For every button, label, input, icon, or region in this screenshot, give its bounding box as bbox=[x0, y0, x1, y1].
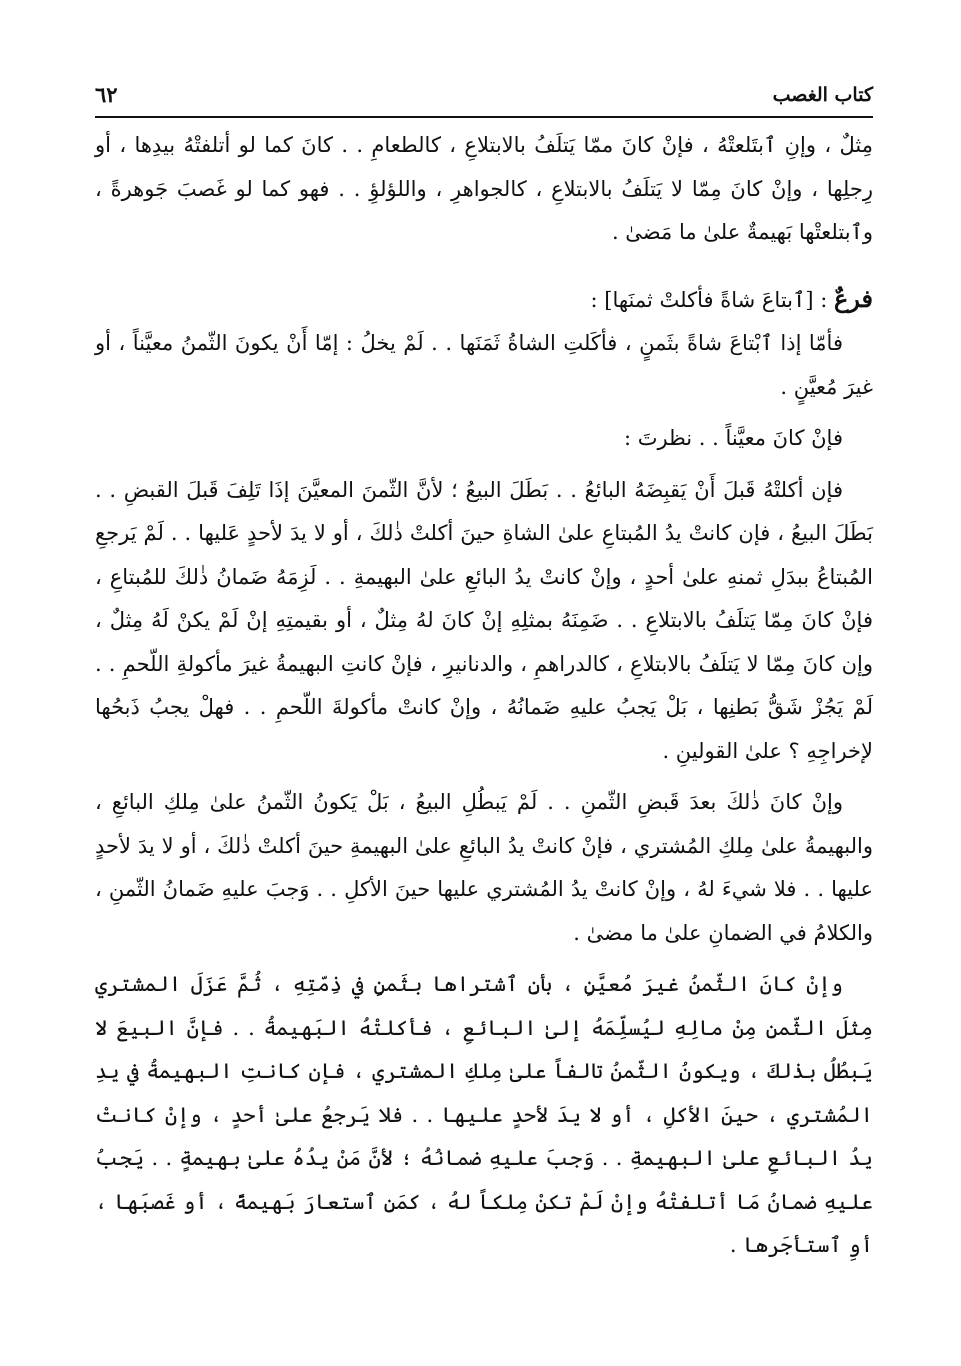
paragraph-gap bbox=[95, 461, 873, 469]
paragraph-after-receipt: وإنْ كانَ ذٰلكَ بعدَ قَبضِ الثّمنِ . . لَمْ يَبطُلِ البيعُ ، بَلْ يَكونُ الثّمنُ علىٰ مِلكِ البائعِ ، والبهيمةُ علىٰ مِلكِ المُشتري ، فإنْ كانتْ يدُ البائعِ علىٰ البهيمةِ حينَ أكلتْ ذٰلكَ ، أو لا يدَ لأحدٍ عليها . . فلا شيءَ لهُ ، وإنْ كانتْ يدُ المُشتري عليها حينَ الأكلِ . . وَجبَ عليهِ ضَمانُ الثّمنِ ، والكلامُ في الضمانِ علىٰ ما مضىٰ . bbox=[95, 790, 873, 945]
subsection-heading bbox=[95, 277, 873, 323]
paragraph-continuation: مِثلٌ ، وإنِ ٱبتَلعتْهُ ، فإنْ كانَ ممّا يَتلَفُ بالابتلاعِ ، كالطعامِ . . كانَ كما لو أتلفتْهُ بيدِها ، أو رِجلِها ، وإنْ كانَ مِمّا لا يَتلَفُ بالابتلاعِ ، كالجواهرِ ، واللؤلؤِ . . فهو كما لو غَصبَ جَوهرةً ، وٱبتلعتْها بَهيمةٌ علىٰ ما مَضىٰ . bbox=[95, 133, 873, 244]
page-header bbox=[95, 82, 873, 116]
paragraph-gap bbox=[95, 955, 873, 963]
header-divider bbox=[95, 116, 873, 118]
page-number: ٦٢ bbox=[95, 82, 118, 107]
paragraph-gap bbox=[95, 409, 873, 417]
subsection-label: فرعٌ bbox=[833, 283, 873, 313]
paragraph-gap bbox=[95, 773, 873, 781]
paragraph-case-determined: فإنْ كانَ معيَّناً . . نظرتَ : bbox=[623, 426, 843, 450]
section-gap bbox=[95, 255, 873, 277]
running-title: كتاب الغصب bbox=[772, 84, 873, 106]
paragraph-before-receipt: فإن أكلتْهُ قَبلَ أَنْ يَقبِضَهُ البائعُ . . بَطَلَ البيعُ ؛ لأنَّ الثّمنَ المعيَّنَ إذَا تَلِفَ قَبلَ القبضِ . . بَطَلَ البيعُ ، فإن كانتْ يدُ المُبتاعِ علىٰ الشاةِ حينَ أكلتْ ذٰلكَ ، أو لا يدَ لأحدٍ عَليها . . لَمْ يَرجعِ المُبتاعُ ببدَلِ ثمنهِ علىٰ أحدٍ ، وإنْ كانتْ يدُ البائعِ علىٰ البهيمةِ . . لَزِمَهُ ضَمانُ ذٰلكَ للمُبتاعِ ، فإنْ كانَ مِمّا يَتلَفُ بالابتلاعِ . . ضَمِنَهُ بمثلِهِ إنْ كانَ لهُ مِثلٌ ، أو بقيمتِهِ إنْ لَمْ يكنْ لَهُ مِثلٌ ، وإن كانَ مِمّا لا يَتلَفُ بالابتلاعِ ، كالدراهمِ ، والدنانيرِ ، فإنْ كانتِ البهيمةُ غيرَ مأكولةِ اللّحمِ . . لَمْ يَجُزْ شَقُّ بَطنِها ، بَلْ يَجبُ عليهِ ضَمانُهُ ، وإنْ كانتْ مأكولةَ اللّحمِ . . فهلْ يجبُ ذَبحُها لإخراجِهِ ؟ علىٰ القولينِ . bbox=[95, 477, 873, 763]
paragraph-undetermined-price: وإنْ كانَ الثّمنُ غيرَ مُعيَّنٍ ، بأنِ ٱشتراها بثَمنٍ في ذِمّتِهِ ، ثُمَّ عَزَلَ المشتري مِثلَ الثّمنِ مِنْ مالِهِ ليُسلِّمَهُ إلىٰ البائعِ ، فأكلتْهُ البَهيمةُ . . فإنَّ البيعَ لا يَبطُلُ بذٰلكَ ، ويكونُ الثّمنُ تالفاً علىٰ مِلكِ المشتري ، فإن كانتِ البهيمةُ في يدِ المُشتري ، حينَ الأكلِ ، أو لا يدَ لأحدٍ عليها . . فلا يَرجعُ علىٰ أحدٍ ، وإنْ كانتْ يدُ البائعِ علىٰ البهيمةِ . . وَجبَ عليهِ ضمانُهُ ؛ لأنَّ مَنْ يدُهُ علىٰ بهيمةٍ . . يَجبُ عليهِ ضمانُ مَا أتلفتْهُ وإنْ لَمْ تكنْ مِلكاً لهُ ، كمَنِ ٱستعارَ بَهيمةً ، أو غَصبَها ، أوِ ٱستأجَرها . bbox=[95, 972, 873, 1257]
subsection-title: : [ٱبتاعَ شاةً فأكلتْ ثمنَها] : bbox=[590, 287, 828, 312]
paragraph-intro: فأمّا إذا ٱبْتاعَ شاةً بثَمنٍ ، فأكَلتِ الشاةُ ثَمَنَها . . لَمْ يخلُ : إمّا أَنْ يكونَ الثّمنُ معيَّناً ، أو غيرَ مُعيَّنٍ . bbox=[95, 331, 873, 399]
document-page bbox=[95, 82, 873, 1268]
